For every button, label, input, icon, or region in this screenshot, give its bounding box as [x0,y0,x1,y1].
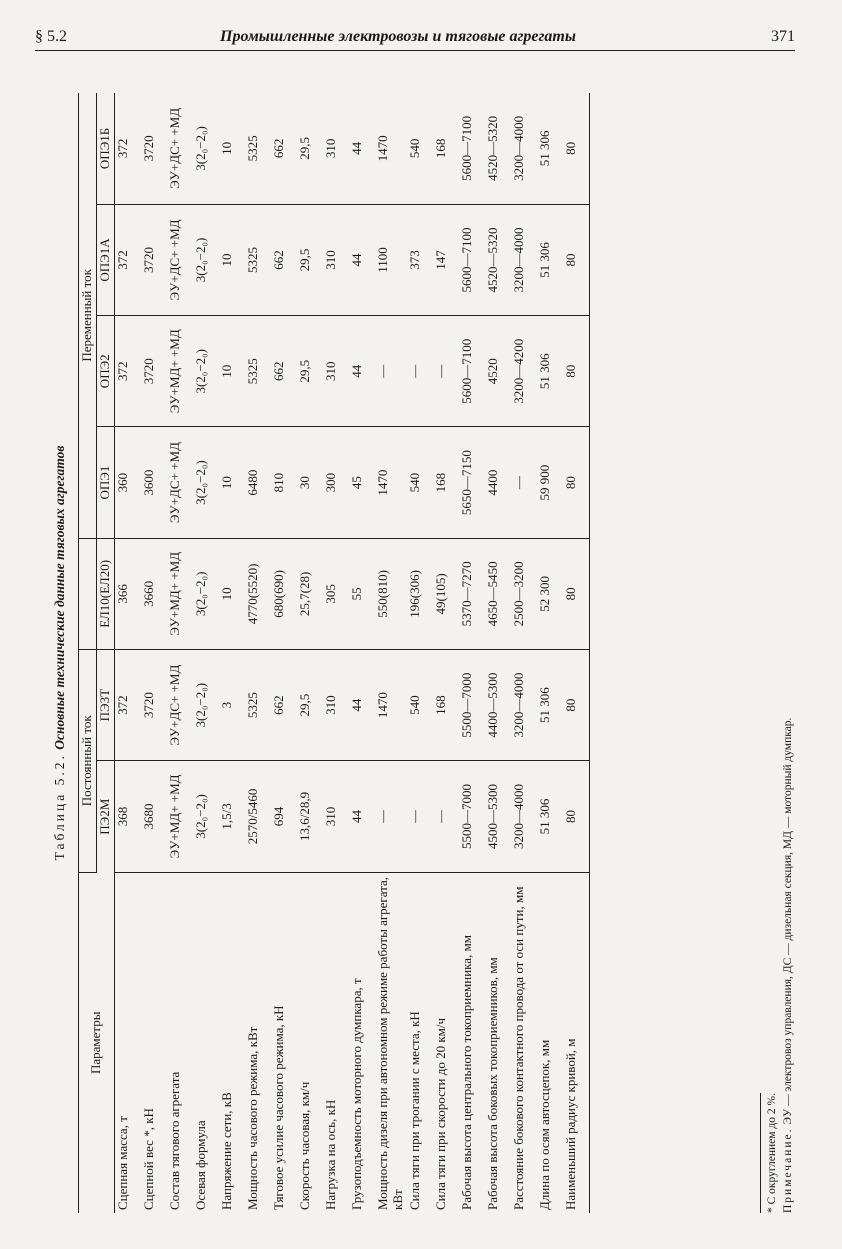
value-cell: 3200—4000 [511,650,537,761]
value-cell: 1470 [375,427,407,538]
value-cell: 45 [349,427,375,538]
value-cell: 3200—4000 [511,204,537,315]
value-cell: 80 [563,761,590,872]
table-caption [52,93,68,1213]
value-cell: 3(2₀−2₀) [193,93,219,204]
param-cell: Сила тяги при скорости до 20 км/ч [432,1017,448,1210]
value-cell: 5325 [245,93,271,204]
table-row [297,93,323,1213]
value-cell: 80 [563,538,590,649]
footnote-rule [760,1093,761,1213]
footnote: * С округлением до 2 %. [766,1093,778,1213]
value-cell: 80 [563,204,590,315]
value-cell: 44 [349,650,375,761]
table-row [537,93,563,1213]
value-cell: — [511,427,537,538]
value-cell: ЭУ+ДС+ +МД [167,427,193,538]
column-header: ОПЭ1А [96,204,114,315]
value-cell: 360 [114,427,141,538]
value-cell: 4500—5300 [485,761,511,872]
value-cell: 196(306) [407,538,433,649]
value-cell: 10 [219,316,245,427]
value-cell: 5370—7270 [459,538,485,649]
value-cell: 310 [323,204,349,315]
value-cell: 5325 [245,650,271,761]
value-cell: 3(2₀−2₀) [193,650,219,761]
value-cell: 44 [349,93,375,204]
param-cell: Напряжение сети, кВ [218,1092,234,1210]
value-cell: — [407,761,433,872]
value-cell: ЭУ+МД+ +МД [167,761,193,872]
value-cell: 51 306 [537,761,563,872]
value-cell: 662 [271,93,297,204]
value-cell: 694 [271,761,297,872]
table-row [375,93,407,1213]
value-cell: 373 [407,204,433,315]
table-row [433,93,459,1213]
table-title: Основные технические данные тяговых агрегатов [52,445,67,750]
table-row [141,93,167,1213]
table-row [114,93,141,1213]
table-row [167,93,193,1213]
chapter-title: Промышленные электровозы и тяговые агрегаты [220,28,576,45]
value-cell: 310 [323,761,349,872]
value-cell: 4520—5320 [485,93,511,204]
param-header: Параметры [79,872,115,1213]
column-header: ЕЛ10(ЕЛ20) [96,538,114,649]
value-cell: 59 900 [537,427,563,538]
value-cell: 372 [114,316,141,427]
value-cell: 3720 [141,316,167,427]
value-cell: 80 [563,93,590,204]
value-cell: 4400 [485,427,511,538]
value-cell: 3(2₀−2₀) [193,761,219,872]
table-row [271,93,297,1213]
value-cell: 2500—3200 [511,538,537,649]
value-cell: — [407,316,433,427]
value-cell: 3200—4000 [511,93,537,204]
rotated-table-block [52,93,832,1213]
value-cell: 3660 [141,538,167,649]
param-cell: Расстояние бокового контактного провода от оси пути, мм [510,886,526,1210]
value-cell: 372 [114,650,141,761]
column-header: ПЭ3Т [96,650,114,761]
value-cell: 4770(5520) [245,538,271,649]
value-cell: 10 [219,93,245,204]
value-cell: 4650—5450 [485,538,511,649]
value-cell: 368 [114,761,141,872]
table-label: Таблица 5.2. [52,753,67,861]
value-cell: 810 [271,427,297,538]
value-cell: 10 [219,204,245,315]
param-cell: Грузоподъемность моторного думпкара, т [348,978,364,1210]
value-cell: 662 [271,650,297,761]
value-cell: ЭУ+ДС+ +МД [167,650,193,761]
table-row [193,93,219,1213]
value-cell: 3(2₀−2₀) [193,538,219,649]
column-header: ПЭ2М [96,761,114,872]
param-cell: Мощность часового режима, кВт [244,1026,260,1210]
value-cell: 5325 [245,316,271,427]
value-cell: — [433,316,459,427]
value-cell: 13,6/28,9 [297,761,323,872]
section-number: § 5.2 [35,28,67,45]
value-cell: 5500—7000 [459,761,485,872]
value-cell: 44 [349,761,375,872]
value-cell: 3(2₀−2₀) [193,204,219,315]
value-cell: 51 306 [537,204,563,315]
value-cell: 29,5 [297,650,323,761]
value-cell: 168 [433,650,459,761]
param-cell: Нагрузка на ось, кН [322,1099,338,1210]
table-row [459,93,485,1213]
table-footnotes [760,93,796,1213]
value-cell: 540 [407,427,433,538]
value-cell: 1,5/3 [219,761,245,872]
value-cell: 550(810) [375,538,407,649]
value-cell: 310 [323,650,349,761]
note-label: Примечание. [781,1127,794,1213]
param-cell: Наименьший радиус кривой, м [563,872,590,1213]
running-head [35,28,795,51]
value-cell: 55 [349,538,375,649]
param-cell: Рабочая высота боковых токоприемников, мм [484,957,500,1210]
value-cell: 80 [563,650,590,761]
value-cell: 10 [219,538,245,649]
value-cell: 52 300 [537,538,563,649]
value-cell: 5600—7100 [459,316,485,427]
value-cell: 3680 [141,761,167,872]
value-cell: 5600—7100 [459,93,485,204]
value-cell: 49(105) [433,538,459,649]
param-cell: Длина по осям автосцепок, мм [536,1039,552,1210]
table-row [349,93,375,1213]
value-cell: 51 306 [537,316,563,427]
value-cell: — [375,316,407,427]
value-cell: 80 [563,316,590,427]
value-cell: 3200—4200 [511,316,537,427]
table-row [323,93,349,1213]
value-cell: 300 [323,427,349,538]
table-row [407,93,433,1213]
note [781,93,797,1213]
value-cell: 3720 [141,93,167,204]
value-cell: 1470 [375,650,407,761]
value-cell: 30 [297,427,323,538]
value-cell: 4400—5300 [485,650,511,761]
value-cell: 662 [271,204,297,315]
column-header: ОПЭ2 [96,316,114,427]
value-cell: 4520 [485,316,511,427]
value-cell: 680(690) [271,538,297,649]
value-cell: 10 [219,427,245,538]
table-row [511,93,537,1213]
value-cell: 80 [563,427,590,538]
param-cell: Осевая формула [192,1120,208,1210]
value-cell: 3(2₀−2₀) [193,316,219,427]
table-row [485,93,511,1213]
param-cell: Состав тягового агрегата [166,1071,182,1210]
param-cell: Мощность дизеля при автономном режиме работы агрегата, кВт [374,876,405,1210]
param-cell: Тяговое усилие часового режима, кН [270,1005,286,1210]
value-cell: 29,5 [297,316,323,427]
value-cell: 5500—7000 [459,650,485,761]
page-number: 371 [771,28,795,45]
value-cell: ЭУ+МД+ +МД [167,538,193,649]
note-text: ЭУ — электровоз управления, ДС — дизельная секция, МД — моторный думпкар. [781,717,794,1125]
value-cell: 1100 [375,204,407,315]
value-cell: 168 [433,93,459,204]
value-cell: 305 [323,538,349,649]
value-cell: 540 [407,93,433,204]
table-row [245,93,271,1213]
value-cell: 3720 [141,204,167,315]
value-cell: 168 [433,427,459,538]
value-cell: — [375,761,407,872]
value-cell: 372 [114,93,141,204]
param-cell: Рабочая высота центрального токоприемника, мм [458,934,474,1210]
column-header: ОПЭ1Б [96,93,114,204]
value-cell: 51 306 [537,650,563,761]
value-cell: 44 [349,316,375,427]
table-body [114,93,589,1213]
group-dc-header: Постоянный ток [79,650,97,873]
value-cell: 1470 [375,93,407,204]
value-cell: 4520—5320 [485,204,511,315]
value-cell: 540 [407,650,433,761]
param-cell: Скорость часовая, км/ч [296,1081,312,1210]
group-ac-header: Переменный ток [79,93,97,538]
value-cell: 51 306 [537,93,563,204]
value-cell: ЭУ+ДС+ +МД [167,93,193,204]
param-cell: Сила тяги при трогании с места, кН [406,1011,422,1210]
value-cell: 3(2₀−2₀) [193,427,219,538]
value-cell: 5650—7150 [459,427,485,538]
table-row [563,93,590,1213]
column-header: ОПЭ1 [96,427,114,538]
value-cell: 366 [114,538,141,649]
value-cell: 662 [271,316,297,427]
table-row [219,93,245,1213]
value-cell: — [433,761,459,872]
value-cell: 310 [323,316,349,427]
value-cell: 3 [219,650,245,761]
value-cell: 5600—7100 [459,204,485,315]
value-cell: 3600 [141,427,167,538]
value-cell: 2570/5460 [245,761,271,872]
value-cell: 44 [349,204,375,315]
param-cell: Сцепная масса, т [114,1116,130,1210]
value-cell: 310 [323,93,349,204]
value-cell: 29,5 [297,93,323,204]
value-cell: 372 [114,204,141,315]
value-cell: 147 [433,204,459,315]
param-cell: Сцепной вес *, кН [140,1108,156,1210]
value-cell: 6480 [245,427,271,538]
value-cell: 25,7(28) [297,538,323,649]
value-cell: 3720 [141,650,167,761]
value-cell: ЭУ+МД+ +МД [167,316,193,427]
value-cell: 3200—4000 [511,761,537,872]
value-cell: 5325 [245,204,271,315]
value-cell: ЭУ+ДС+ +МД [167,204,193,315]
specs-table [78,93,590,1213]
group-spacer [79,538,97,649]
value-cell: 29,5 [297,204,323,315]
